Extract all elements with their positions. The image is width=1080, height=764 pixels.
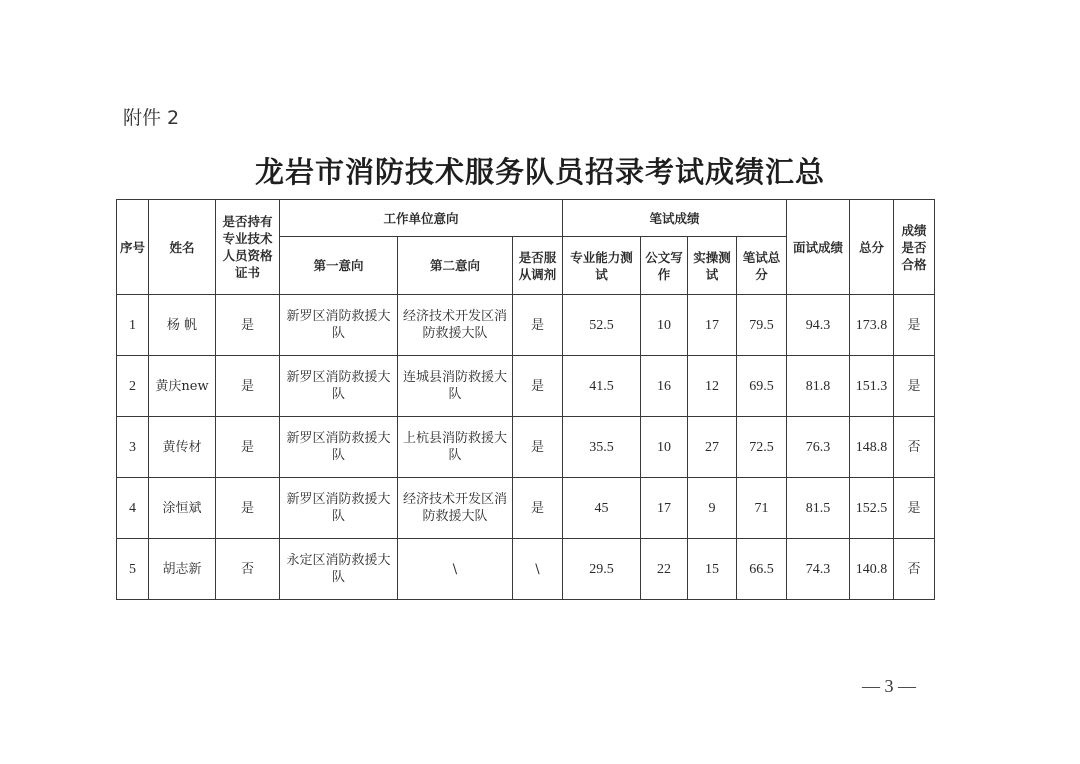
table-body (117, 295, 935, 600)
seq-cell: 2 (117, 356, 149, 417)
professional-score-cell: 52.5 (563, 295, 641, 356)
second-choice-cell: 经济技术开发区消防救援大队 (398, 295, 513, 356)
interview-score-cell: 74.3 (787, 539, 850, 600)
practical-score-cell: 17 (688, 295, 737, 356)
professional-score-cell: 35.5 (563, 417, 641, 478)
name-cell: 黄传材 (149, 417, 216, 478)
second-choice-cell: \ (398, 539, 513, 600)
qualified-cell: 是 (894, 478, 935, 539)
total-score-cell: 173.8 (850, 295, 894, 356)
header-unit-intent: 工作单位意向 (280, 200, 563, 237)
writing-score-cell: 10 (641, 295, 688, 356)
header-interview: 面试成绩 (787, 200, 850, 295)
header-qualified: 成绩是否合格 (894, 200, 935, 295)
written-total-cell: 66.5 (737, 539, 787, 600)
qualified-cell: 是 (894, 356, 935, 417)
header-written: 笔试成绩 (563, 200, 787, 237)
certificate-cell: 是 (216, 417, 280, 478)
qualified-cell: 是 (894, 295, 935, 356)
written-total-cell: 69.5 (737, 356, 787, 417)
name-cell: 涂恒斌 (149, 478, 216, 539)
certificate-cell: 是 (216, 295, 280, 356)
header-written-total: 笔试总分 (737, 237, 787, 295)
name-cell: 胡志新 (149, 539, 216, 600)
practical-score-cell: 9 (688, 478, 737, 539)
header-second-choice: 第二意向 (398, 237, 513, 295)
professional-score-cell: 41.5 (563, 356, 641, 417)
header-row-1 (117, 200, 935, 237)
writing-score-cell: 17 (641, 478, 688, 539)
page-number: — 3 — (862, 676, 916, 696)
seq-cell: 4 (117, 478, 149, 539)
written-total-cell: 79.5 (737, 295, 787, 356)
first-choice-cell: 新罗区消防救援大队 (280, 478, 398, 539)
table-row (117, 539, 935, 600)
seq-cell: 3 (117, 417, 149, 478)
writing-score-cell: 16 (641, 356, 688, 417)
header-writing: 公文写作 (641, 237, 688, 295)
header-professional: 专业能力测试 (563, 237, 641, 295)
written-total-cell: 71 (737, 478, 787, 539)
interview-score-cell: 76.3 (787, 417, 850, 478)
professional-score-cell: 29.5 (563, 539, 641, 600)
obey-cell: 是 (513, 295, 563, 356)
certificate-cell: 是 (216, 356, 280, 417)
header-obey-adjust: 是否服从调剂 (513, 237, 563, 295)
header-certificate: 是否持有专业技术人员资格证书 (216, 200, 280, 295)
practical-score-cell: 15 (688, 539, 737, 600)
document-title: 龙岩市消防技术服务队员招录考试成绩汇总 (254, 155, 825, 189)
header-practical: 实操测试 (688, 237, 737, 295)
seq-cell: 5 (117, 539, 149, 600)
second-choice-cell: 上杭县消防救援大队 (398, 417, 513, 478)
header-name: 姓名 (149, 200, 216, 295)
interview-score-cell: 81.5 (787, 478, 850, 539)
total-score-cell: 152.5 (850, 478, 894, 539)
total-score-cell: 140.8 (850, 539, 894, 600)
first-choice-cell: 新罗区消防救援大队 (280, 356, 398, 417)
interview-score-cell: 94.3 (787, 295, 850, 356)
name-cell: 杨 帆 (149, 295, 216, 356)
header-seq: 序号 (117, 200, 149, 295)
table-row (117, 417, 935, 478)
practical-score-cell: 12 (688, 356, 737, 417)
total-score-cell: 148.8 (850, 417, 894, 478)
score-table (116, 199, 935, 600)
total-score-cell: 151.3 (850, 356, 894, 417)
practical-score-cell: 27 (688, 417, 737, 478)
seq-cell: 1 (117, 295, 149, 356)
header-total: 总分 (850, 200, 894, 295)
attachment-label: 附件 2 (123, 107, 180, 129)
name-cell: 黄庆new (149, 356, 216, 417)
first-choice-cell: 新罗区消防救援大队 (280, 417, 398, 478)
qualified-cell: 否 (894, 417, 935, 478)
writing-score-cell: 22 (641, 539, 688, 600)
professional-score-cell: 45 (563, 478, 641, 539)
first-choice-cell: 永定区消防救援大队 (280, 539, 398, 600)
first-choice-cell: 新罗区消防救援大队 (280, 295, 398, 356)
certificate-cell: 是 (216, 478, 280, 539)
header-first-choice: 第一意向 (280, 237, 398, 295)
obey-cell: 是 (513, 356, 563, 417)
obey-cell: 是 (513, 417, 563, 478)
table-row (117, 295, 935, 356)
table-row (117, 356, 935, 417)
obey-cell: 是 (513, 478, 563, 539)
interview-score-cell: 81.8 (787, 356, 850, 417)
table-row (117, 478, 935, 539)
second-choice-cell: 连城县消防救援大队 (398, 356, 513, 417)
writing-score-cell: 10 (641, 417, 688, 478)
certificate-cell: 否 (216, 539, 280, 600)
second-choice-cell: 经济技术开发区消防救援大队 (398, 478, 513, 539)
qualified-cell: 否 (894, 539, 935, 600)
obey-cell: \ (513, 539, 563, 600)
written-total-cell: 72.5 (737, 417, 787, 478)
